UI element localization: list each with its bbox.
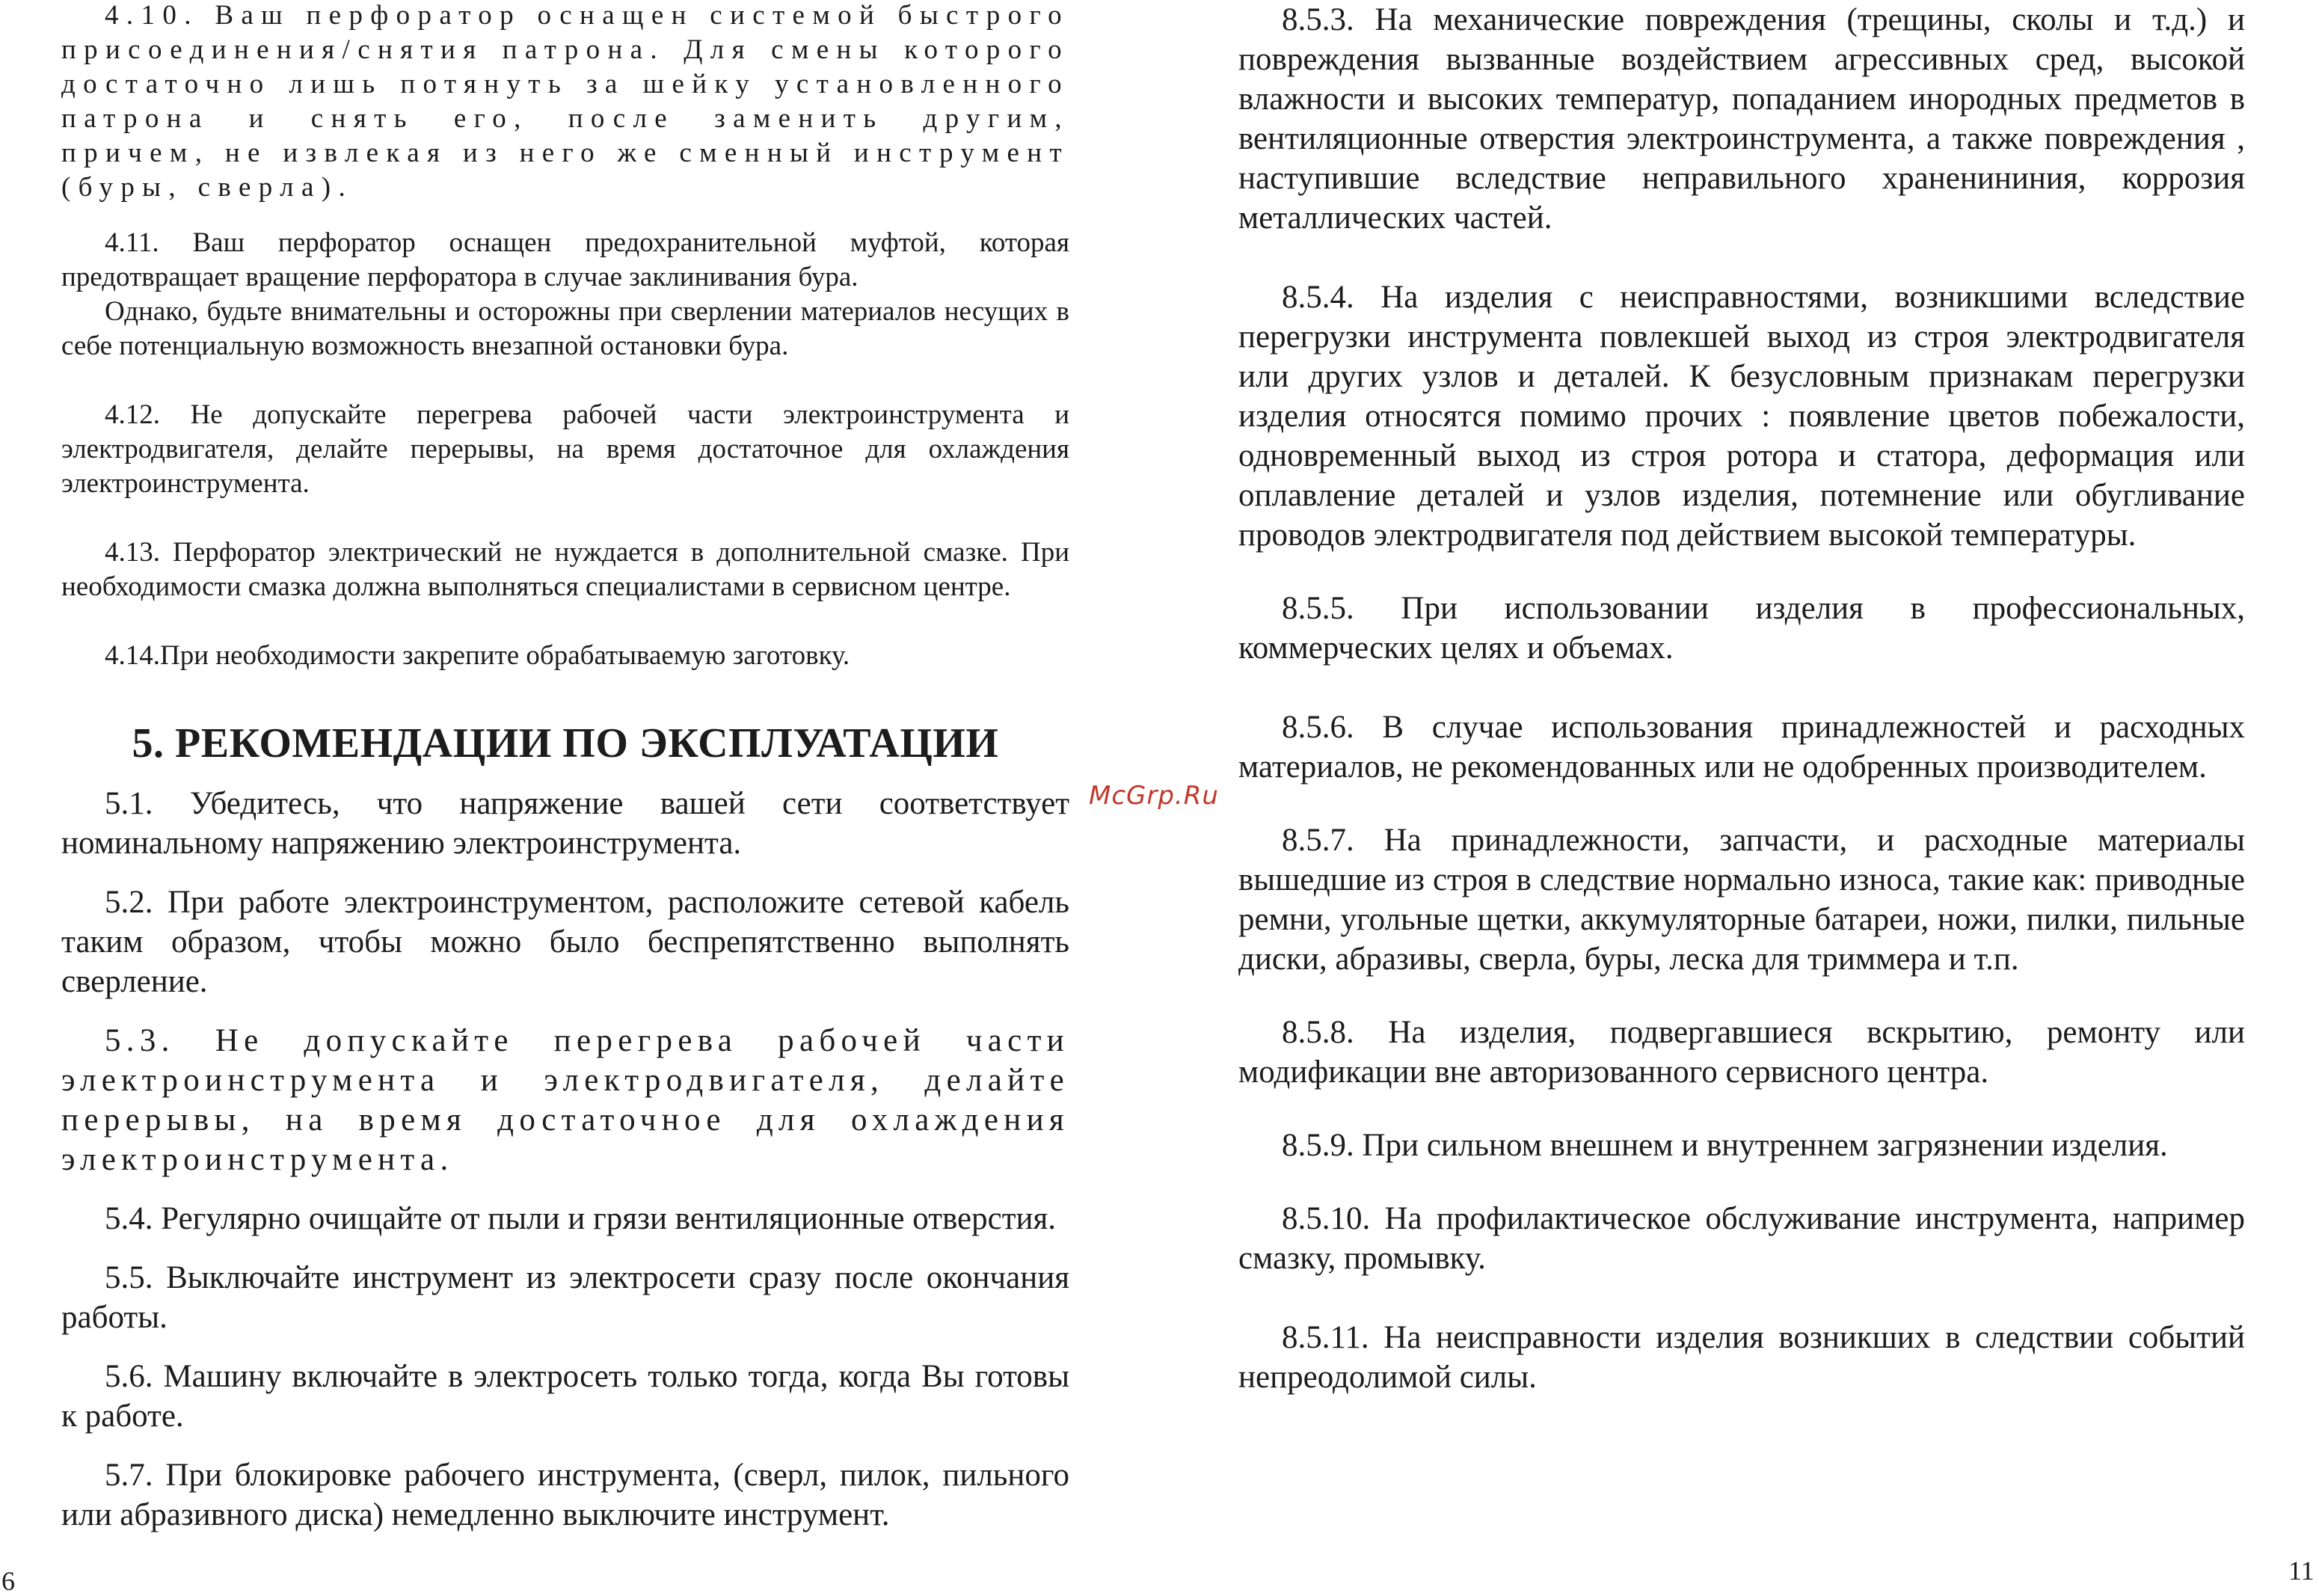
paragraph-8-5-6: 8.5.6. В случае использования принадлежностей и расходных материалов, не рекомендованных или не одобренных производителем. — [1238, 710, 2245, 785]
paragraph-5-4: 5.4. Регулярно очищайте от пыли и грязи вентиляционные отверстия. — [105, 1201, 1057, 1236]
paragraph-4-12: 4.12. Не допускайте перегрева рабочей части электроинструмента и электродвигателя, делайте перерывы, на время достаточное для охлаждения электроинструмента. — [61, 399, 1069, 499]
paragraph-8-5-11: 8.5.11. На неисправности изделия возникших в следствии событий непреодолимой силы. — [1238, 1320, 2245, 1395]
watermark: McGrp.Ru — [1089, 781, 1219, 811]
section-heading: 5. РЕКОМЕНДАЦИИ ПО ЭКСПЛУАТАЦИИ — [132, 720, 999, 767]
paragraph-4-11: 4.11. Ваш перфоратор оснащен предохранительной муфтой, которая предотвращает вращение перфоратора в случае заклинивания бура. — [61, 227, 1069, 292]
paragraph-5-2: 5.2. При работе электроинструментом, расположите сетевой кабель таким образом, чтобы можно было беспрепятственно выполнять сверление. — [61, 885, 1069, 999]
paragraph-8-5-9: 8.5.9. При сильном внешнем и внутреннем загрязнении изделия. — [1282, 1128, 2168, 1163]
paragraph-5-5: 5.5. Выключайте инструмент из электросети сразу после окончания работы. — [61, 1260, 1069, 1335]
paragraph-8-5-5: 8.5.5. При использовании изделия в профессиональных, коммерческих целях и объемах. — [1238, 591, 2245, 666]
paragraph-4-13: 4.13. Перфоратор электрический не нуждается в дополнительной смазке. При необходимости смазка должна выполняться специалистами в сервисном центре. — [61, 537, 1069, 602]
paragraph-8-5-3: 8.5.3. На механические повреждения (трещины, сколы и т.д.) и повреждения вызванные воздействием агрессивных сред, высокой влажности и высоких температур, попаданием инородных предметов в вентиляционные отверстия электроинструмента, а также повреждения , наступившие вследствие неправильного храненининия, коррозия металлических частей. — [1238, 2, 2245, 236]
left-page — [0, 0, 1144, 1596]
paragraph-4-10: 4.10. Ваш перфоратор оснащен системой быстрого присоединения/снятия патрона. Для смены которого достаточно лишь потянуть за шейку установленного патрона и снять его, после заменить другим, причем, не извлекая из него же сменный инструмент (буры, сверла). — [61, 0, 1069, 203]
paragraph-8-5-10: 8.5.10. На профилактическое обслуживание инструмента, например смазку, промывку. — [1238, 1201, 2245, 1276]
paragraph-5-3: 5.3. Не допускайте перегрева рабочей части электроинструмента и электродвигателя, делайте перерывы, на время достаточное для охлаждения электроинструмента. — [61, 1023, 1069, 1177]
paragraph-5-1: 5.1. Убедитесь, что напряжение вашей сети соответствует номинальному напряжению электроинструмента. — [61, 786, 1069, 861]
paragraph-4-14: 4.14.При необходимости закрепите обрабатываемую заготовку. — [105, 640, 850, 671]
paragraph-5-6: 5.6. Машину включайте в электросеть только тогда, когда Вы готовы к работе. — [61, 1359, 1069, 1434]
paragraph-4-11-note: Однако, будьте внимательны и осторожны при сверлении материалов несущих в себе потенциальную возможность внезапной остановки бура. — [61, 296, 1069, 361]
page-number-left: 6 — [1, 1566, 15, 1596]
paragraph-5-7: 5.7. При блокировке рабочего инструмента, (сверл, пилок, пильного или абразивного диска) немедленно выключите инструмент. — [61, 1458, 1069, 1532]
page-number-right: 11 — [2288, 1556, 2315, 1586]
right-column — [1238, 0, 2245, 1397]
paragraph-8-5-4: 8.5.4. На изделия с неисправностями, возникшими вследствие перегрузки инструмента повлекшей выход из строя электродвигателя или других узлов и деталей. К безусловным признакам перегрузки изделия относятся помимо прочих : появление цветов побежалости, одновременный выход из строя ротора и статора, деформация или оплавление деталей и узлов изделия, потемнение или обугливание проводов электродвигателя под действием высокой температуры. — [1238, 280, 2245, 553]
paragraph-8-5-8: 8.5.8. На изделия, подвергавшиеся вскрытию, ремонту или модификации вне авторизованного сервисного центра. — [1238, 1015, 2245, 1090]
left-column — [61, 0, 1069, 1535]
paragraph-8-5-7: 8.5.7. На принадлежности, запчасти, и расходные материалы вышедшие из строя в следствие нормально износа, такие как: приводные ремни, угольные щетки, аккумуляторные батареи, ножи, пилки, пильные диски, абразивы, сверла, буры, леска для триммера и т.п. — [1238, 823, 2245, 977]
